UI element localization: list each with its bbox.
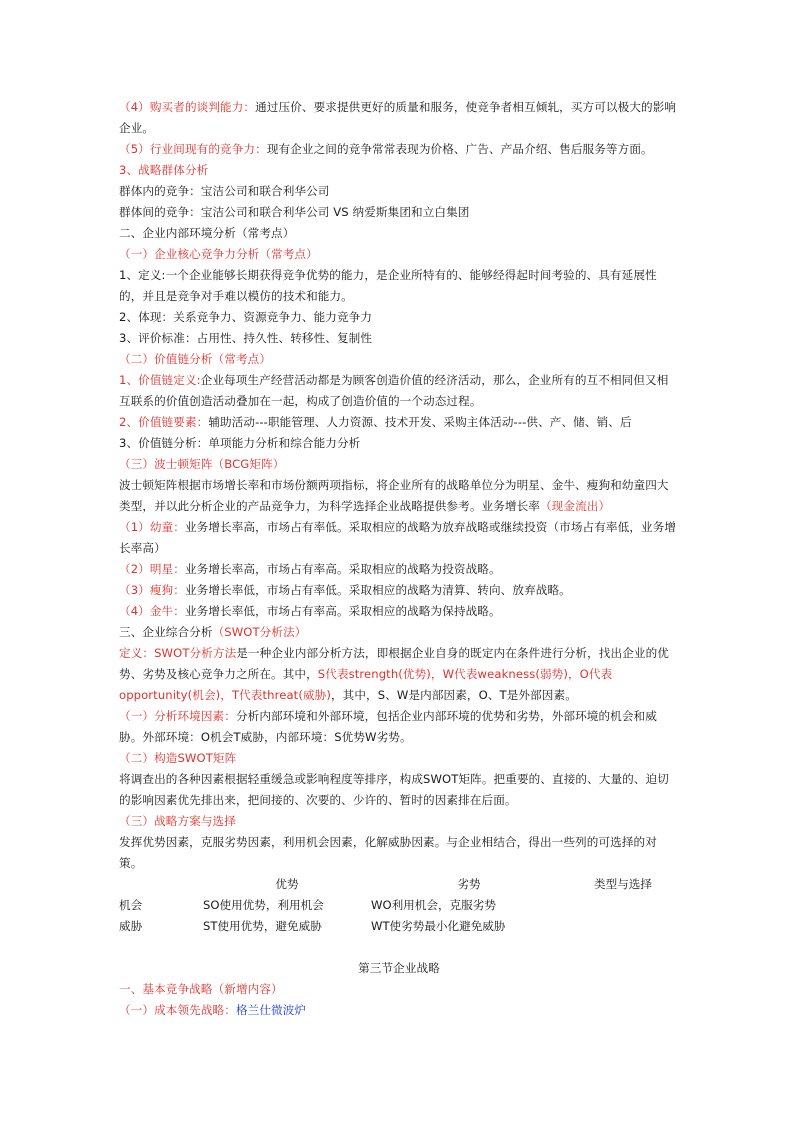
- text-line: [119, 454, 679, 475]
- text-line: [119, 370, 679, 412]
- text-run: 一、基本竞争战略（新增内容）: [119, 982, 283, 996]
- text-line: [119, 475, 679, 517]
- table-header-weakness: 劣势: [457, 877, 481, 891]
- text-run: 企业每项生产经营活动都是为顾客创造价值的经济活动，那么，企业所有的互不相同但又相互联系的价值创造活动叠加在一起，构成了创造价值的一个动态过程。: [119, 373, 669, 408]
- text-line: [119, 160, 679, 181]
- text-run: （现金流出）: [539, 499, 611, 513]
- text-run: ，其中，S、W是内部因素，O、T是外部因素。: [330, 688, 577, 702]
- text-run: 业务增长率低，市场占有率低。采取相应的战略为清算、转向、放弃战略。: [184, 583, 571, 597]
- text-run: 群体间的竞争：宝洁公司和联合利华公司 VS 纳爱斯集团和立白集团: [119, 205, 470, 219]
- text-run: （三）战略方案与选择: [119, 814, 236, 828]
- text-run: 是一种企业内部分析方法，即根据企业自身的既定内在条件进行分析，找出企业的优势、劣势及核心竞争力之所在。其中，: [119, 646, 669, 681]
- table-cell: ST使用优势，避免威胁: [203, 919, 322, 933]
- table-cell: SO使用优势，利用机会: [203, 898, 324, 912]
- text-run: 业务增长率低，市场占有率高。采取相应的战略为保持战略。: [184, 604, 501, 618]
- text-run: （2）明星：: [119, 562, 185, 576]
- text-run: 群体内的竞争：宝洁公司和联合利华公司: [119, 184, 330, 198]
- table-cell: [567, 916, 679, 937]
- text-line: [119, 979, 679, 1000]
- section-title: 第三节企业战略: [358, 961, 440, 975]
- text-line: [119, 643, 679, 706]
- text-run: （1）幼童：: [119, 520, 185, 534]
- text-run: （三）波士顿矩阵（BCG矩阵）: [119, 457, 285, 471]
- text-run: 现有企业之间的竞争常常表现为价格、广告、产品介绍、售后服务等方面。: [266, 142, 653, 156]
- text-line: [119, 97, 679, 139]
- text-run: S代表strength(优势)，W代表weakness(弱势)，O代表opportunity(机会)，T代表threat(威胁): [119, 667, 613, 702]
- text-line: [119, 748, 679, 769]
- text-line: [119, 433, 679, 454]
- text-run: 将调查出的各种因素根据轻重缓急或影响程度等排序，构成SWOT矩阵。把重要的、直接的、大量的、迫切的影响因素优先排出来，把间接的、次要的、少许的、暂时的因素排在后面。: [119, 772, 669, 807]
- text-line: [119, 349, 679, 370]
- text-line: [119, 622, 679, 643]
- text-run: （一）企业核心竞争力分析（常考点）: [119, 247, 318, 261]
- text-line: [119, 559, 679, 580]
- text-line: [119, 601, 679, 622]
- text-run: 通过压价、要求提供更好的质量和服务，使竞争者相互倾轧，买方可以极大的影响企业。: [119, 100, 677, 135]
- text-line: [119, 307, 679, 328]
- text-run: （二）价值链分析（常考点）: [119, 352, 272, 366]
- text-line: [119, 244, 679, 265]
- text-run: （3）瘦狗：: [119, 583, 185, 597]
- text-run: 3、评价标准：占用性、持久性、转移性、复制性: [119, 331, 373, 345]
- text-run: （SWOT分析法）: [212, 625, 307, 639]
- text-line: [119, 181, 679, 202]
- text-run: 3、价值链分析：单项能力分析和综合能力分析: [119, 436, 361, 450]
- text-run: 分析内部环境和外部环境，包括企业内部环境的优势和劣势，外部环境的机会和威胁。外部环境：O机会T威胁，内部环境：S优势W劣势。: [119, 709, 657, 744]
- text-line: [119, 1000, 679, 1021]
- text-run: （二）构造SWOT矩阵: [119, 751, 237, 765]
- text-line: [119, 580, 679, 601]
- text-run: 波士顿矩阵根据市场增长率和市场份额两项指标，将企业所有的战略单位分为明星、金牛、瘦狗和幼童四大类型，并以此分析企业的产品竞争力，为科学选择企业战略提供参考。业务增长率: [119, 478, 669, 513]
- text-run: （一）成本领先战略：: [119, 1003, 236, 1017]
- text-run: （5）行业间现有的竞争力：: [119, 142, 267, 156]
- document-page: [119, 97, 679, 1021]
- text-line: [119, 265, 679, 307]
- text-run: 业务增长率高，市场占有率高。采取相应的战略为投资战略。: [184, 562, 501, 576]
- text-line: [119, 328, 679, 349]
- table-header-type: 类型与选择: [594, 877, 652, 891]
- text-line: [119, 412, 679, 433]
- text-run: 格兰仕微波炉: [235, 1003, 307, 1017]
- text-run: （4）金牛：: [119, 604, 185, 618]
- text-line: [119, 517, 679, 559]
- text-run: 1、价值链定义:: [119, 373, 201, 387]
- text-line: [119, 706, 679, 748]
- text-line: [119, 223, 679, 244]
- text-line: [119, 769, 679, 811]
- text-run: 1、定义:一个企业能够长期获得竞争优势的能力，是企业所特有的、能够经得起时间考验的、具有延展性的，并且是竞争对手难以模仿的技术和能力。: [119, 268, 657, 303]
- document-tail: [119, 979, 679, 1021]
- table-header-strength: 优势: [275, 877, 299, 891]
- text-run: 发挥优势因素，克服劣势因素，利用机会因素，化解威胁因素。与企业相结合，得出一些列的可选择的对策。: [119, 835, 657, 870]
- text-run: 辅助活动---职能管理、人力资源、技术开发、采购主体活动---供、产、储、销、后: [208, 415, 632, 429]
- text-run: 二、企业内部环境分析（常考点）: [119, 226, 295, 240]
- text-run: （4）购买者的谈判能力：: [119, 100, 256, 114]
- spacer: [119, 937, 679, 958]
- text-run: 2、体现：关系竞争力、资源竞争力、能力竞争力: [119, 310, 373, 324]
- text-run: 2、价值链要素：: [119, 415, 209, 429]
- table-header-blank: [119, 874, 203, 895]
- text-line: [119, 832, 679, 874]
- text-run: 3、战略群体分析: [119, 163, 209, 177]
- text-run: （一）分析环境因素：: [119, 709, 236, 723]
- table-cell: 威胁: [119, 919, 143, 933]
- text-line: [119, 139, 679, 160]
- table-cell: 机会: [119, 898, 143, 912]
- table-cell: [567, 895, 679, 916]
- text-line: [119, 202, 679, 223]
- text-run: 业务增长率高，市场占有率低。采取相应的战略为放弃战略或继续投资（市场占有率低，业务增长率高）: [119, 520, 677, 555]
- document-body: [119, 97, 679, 874]
- table-cell: WO利用机会，克服劣势: [371, 898, 496, 912]
- swot-table: [119, 874, 679, 937]
- table-cell: WT使劣势最小化避免威胁: [371, 919, 506, 933]
- text-run: 定义：SWOT分析方法: [119, 646, 237, 660]
- text-run: 三、企业综合分析: [119, 625, 213, 639]
- text-line: [119, 811, 679, 832]
